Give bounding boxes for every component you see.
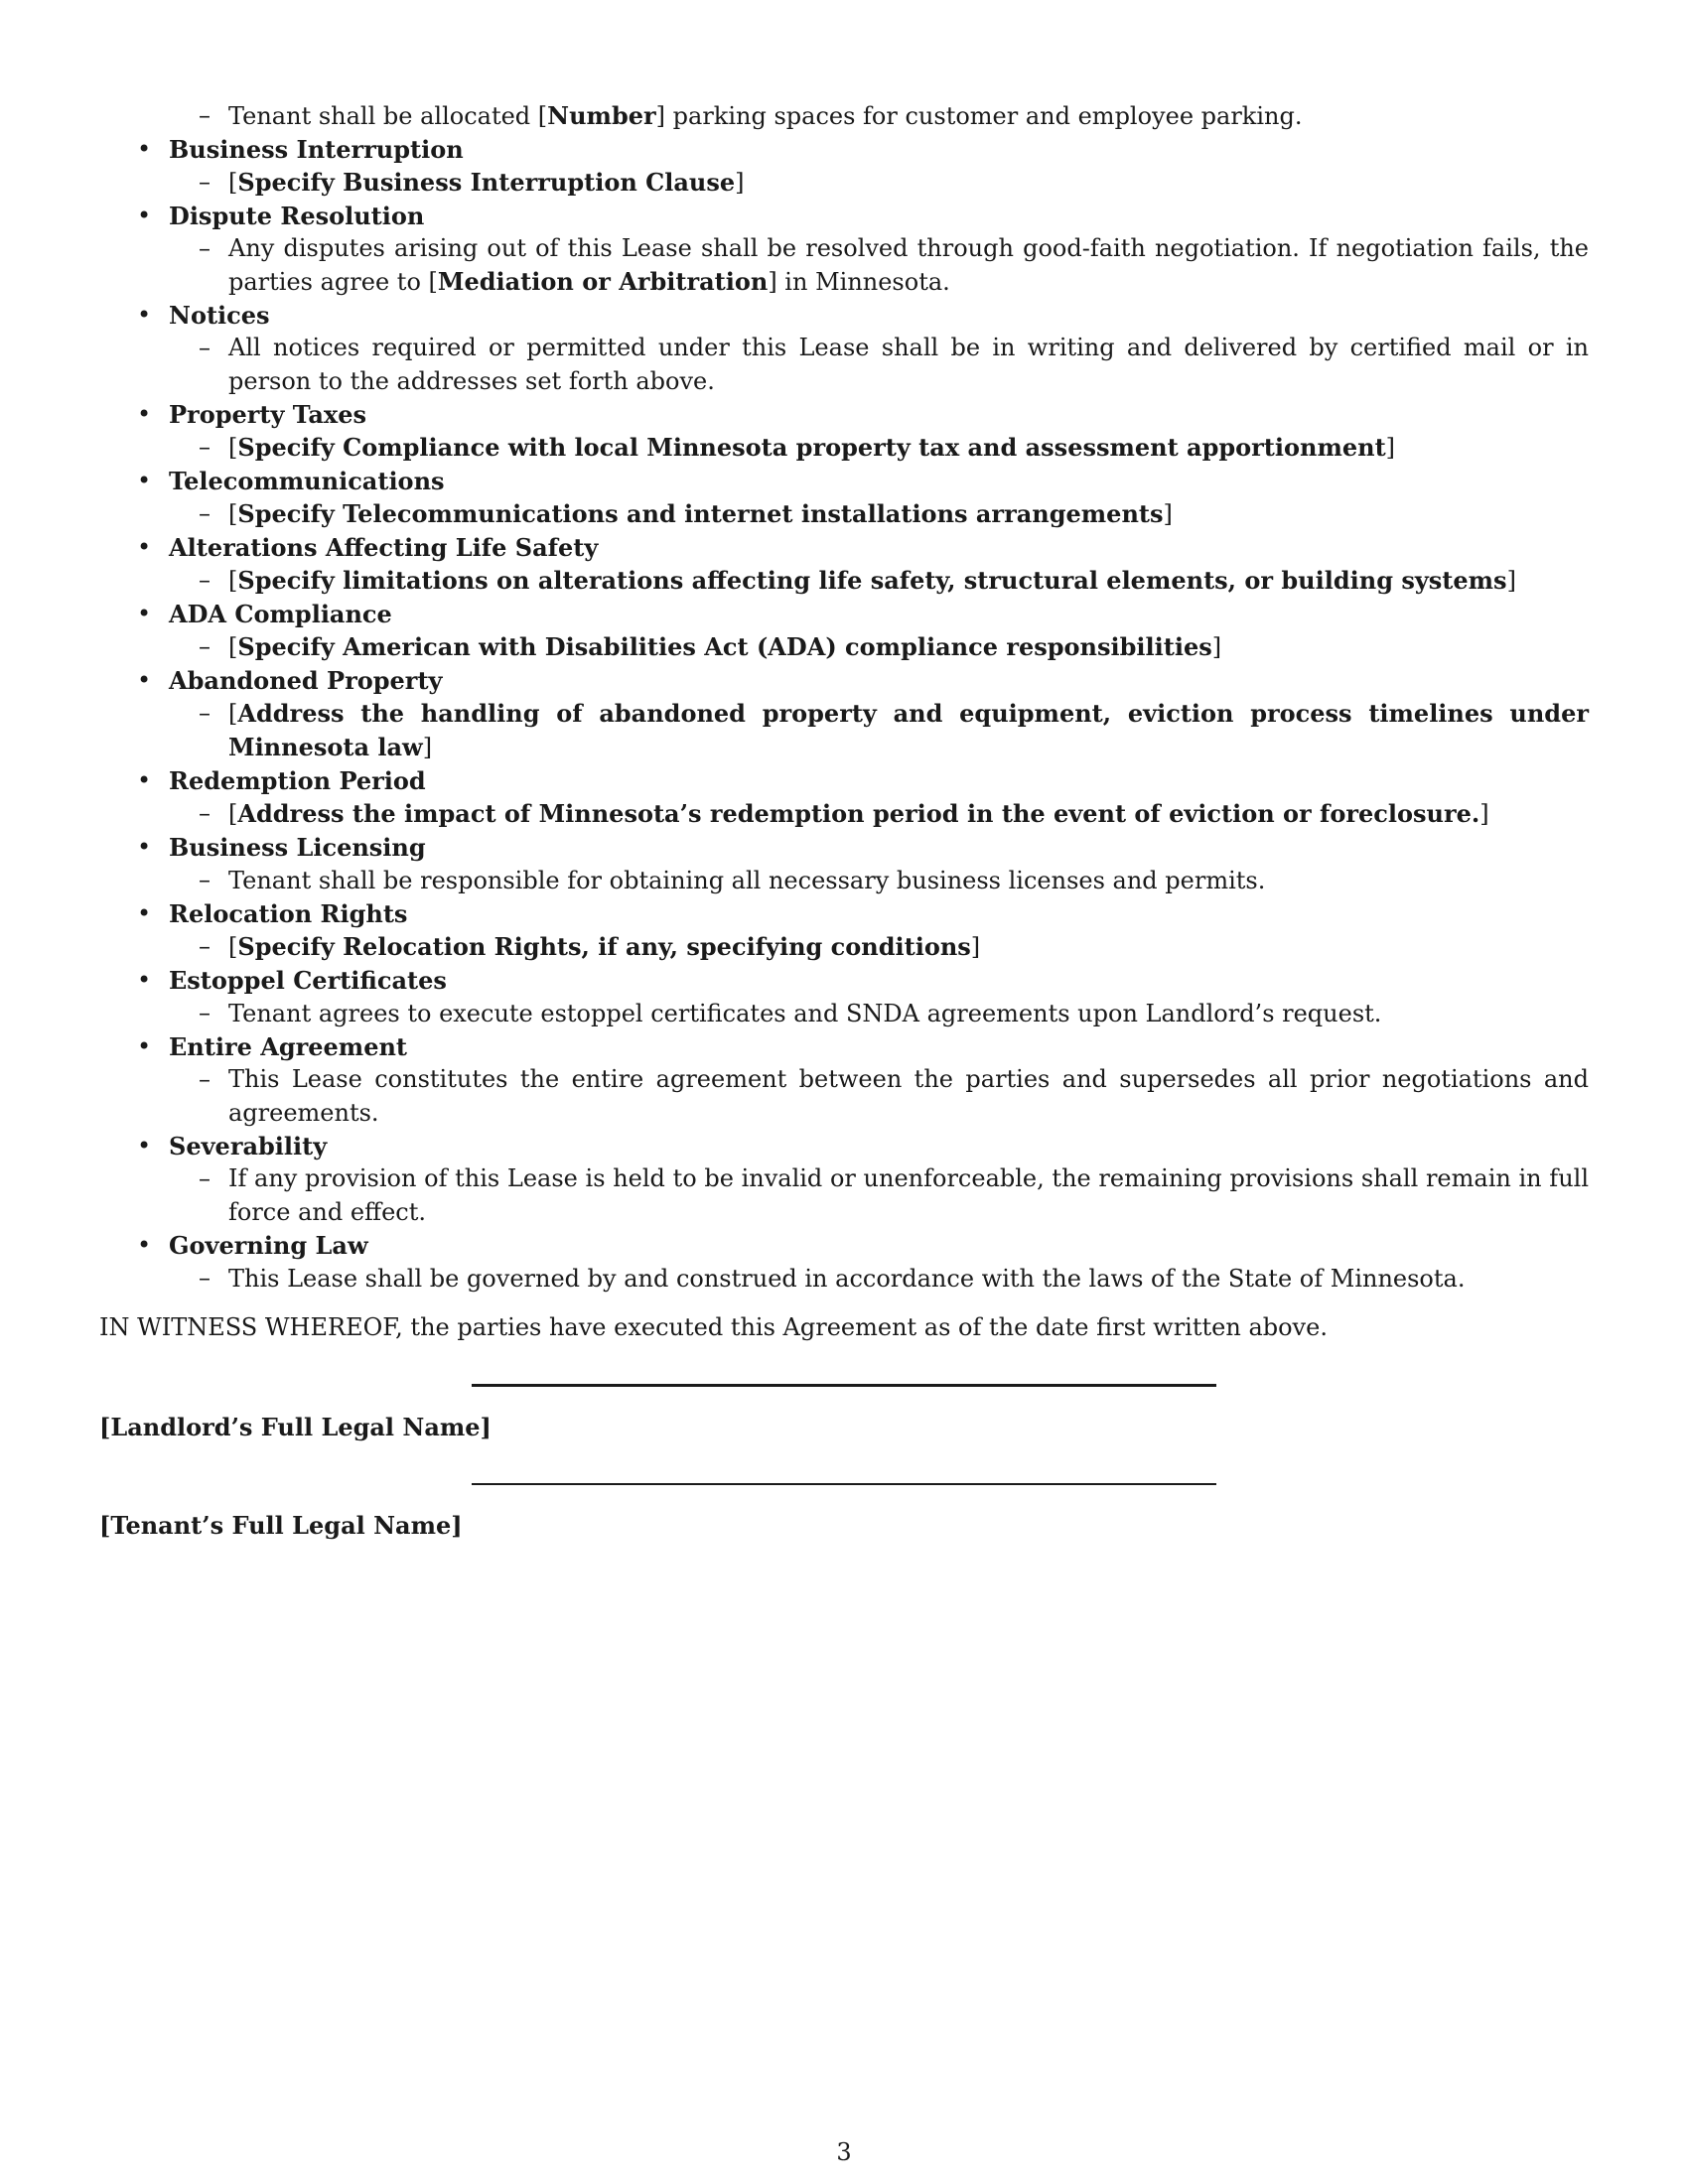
- bullet-marker: •: [137, 666, 152, 694]
- section-body-bold: Address the impact of Minnesota’s redemption period in the event of eviction or foreclosure.: [237, 799, 1480, 828]
- section-title: Estoppel Certificates: [169, 966, 447, 995]
- section-body: [169, 1262, 1589, 1296]
- bullet-marker: •: [137, 135, 152, 163]
- section-body-bold: Specify Business Interruption Clause: [237, 168, 736, 197]
- section-body-pre: Tenant agrees to execute estoppel certificates and SNDA agreements upon Landlord’s request.: [228, 1000, 1382, 1027]
- section-body-bold: Specify limitations on alterations affecting life safety, structural elements, or building systems: [237, 566, 1507, 595]
- dash-marker: –: [199, 1164, 211, 1192]
- section-body: [169, 630, 1589, 664]
- section-body: [169, 1063, 1589, 1130]
- dash-marker: –: [199, 699, 211, 727]
- section-title: Telecommunications: [169, 467, 445, 495]
- page-number: 3: [836, 2138, 852, 2166]
- section-title: Abandoned Property: [169, 666, 443, 695]
- bullet-marker: •: [137, 1231, 152, 1259]
- bullet-marker: •: [137, 833, 152, 861]
- dash-marker: –: [199, 1264, 211, 1292]
- dash-marker: –: [199, 234, 211, 262]
- section-body-post: ]: [1479, 800, 1489, 828]
- section-body: [169, 997, 1589, 1030]
- lead-subitem: [169, 99, 1589, 133]
- lead-text-pre: Tenant shall be allocated [: [228, 102, 548, 130]
- section-body-bold: Specify Compliance with local Minnesota property tax and assessment apportionment: [237, 433, 1386, 462]
- section-title: ADA Compliance: [169, 600, 392, 628]
- section-item: [99, 1229, 1589, 1296]
- bracket-close: ]: [451, 1511, 463, 1540]
- section-item: [99, 764, 1589, 831]
- tenant-name-text: Tenant’s Full Legal Name: [110, 1511, 452, 1540]
- section-item: [99, 964, 1589, 1030]
- section-body-post: ]: [1506, 567, 1516, 595]
- section-body-pre: [: [228, 700, 238, 728]
- section-body-pre: [: [228, 169, 238, 197]
- lead-text-post: ] parking spaces for customer and employee parking.: [655, 102, 1303, 130]
- section-title: Notices: [169, 301, 270, 330]
- section-body-pre: Any disputes arising out of this Lease shall be resolved through good-faith negotiation. If negotiation fails, the parties agree to [: [228, 234, 1589, 296]
- section-item: [99, 531, 1589, 598]
- section-item: [99, 200, 1589, 299]
- section-body-post: ]: [1385, 434, 1396, 462]
- section-body: [169, 864, 1589, 897]
- section-body: [169, 797, 1589, 831]
- section-item: [99, 1130, 1589, 1229]
- section-body-post: ]: [1211, 633, 1222, 661]
- bullet-marker: •: [137, 966, 152, 994]
- section-body-pre: [: [228, 434, 238, 462]
- section-body: [169, 332, 1589, 398]
- bullet-marker: •: [137, 766, 152, 794]
- section-body-post: ]: [735, 169, 745, 197]
- section-title: Business Interruption: [169, 135, 464, 164]
- section-body-post: ] in Minnesota.: [768, 268, 950, 296]
- section-title: Dispute Resolution: [169, 202, 425, 230]
- dash-marker: –: [199, 999, 211, 1026]
- dash-marker: –: [199, 632, 211, 660]
- section-title: Redemption Period: [169, 766, 426, 795]
- section-item: [99, 897, 1589, 964]
- section-body-post: ]: [422, 734, 433, 761]
- bullet-marker: •: [137, 301, 152, 329]
- dash-marker: –: [199, 334, 211, 361]
- witness-clause: IN WITNESS WHEREOF, the parties have executed this Agreement as of the date first written above.: [99, 1313, 1328, 1341]
- section-item: [99, 465, 1589, 531]
- dash-marker: –: [199, 1065, 211, 1093]
- dash-marker: –: [199, 799, 211, 827]
- section-body: [169, 497, 1589, 531]
- section-body: [169, 431, 1589, 465]
- dash-marker: –: [199, 168, 211, 196]
- section-title: Relocation Rights: [169, 899, 408, 928]
- bullet-marker: •: [137, 467, 152, 494]
- section-body-pre: [: [228, 933, 238, 961]
- section-body: [169, 232, 1589, 299]
- section-item: [99, 133, 1589, 200]
- dash-marker: –: [199, 566, 211, 594]
- bracket-close: ]: [480, 1413, 492, 1441]
- section-title: Business Licensing: [169, 833, 426, 862]
- section-body-post: ]: [1163, 500, 1173, 528]
- section-body: [169, 697, 1589, 764]
- section-list: [99, 133, 1589, 1296]
- section-item: [99, 598, 1589, 664]
- section-body-pre: [: [228, 500, 238, 528]
- dash-marker: –: [199, 499, 211, 527]
- section-body-pre: [: [228, 567, 238, 595]
- section-body-bold: Specify Telecommunications and internet installations arrangements: [237, 499, 1164, 528]
- section-body: [169, 166, 1589, 200]
- landlord-name-text: Landlord’s Full Legal Name: [110, 1413, 481, 1441]
- section-title: Governing Law: [169, 1231, 368, 1260]
- bracket-open: [: [99, 1413, 111, 1441]
- section-item: [99, 299, 1589, 398]
- bullet-marker: •: [137, 400, 152, 428]
- tenant-name: [99, 1509, 1589, 1542]
- landlord-name: [99, 1411, 1589, 1443]
- dash-marker: –: [199, 866, 211, 893]
- section-body: [169, 930, 1589, 964]
- section-body: [169, 1162, 1589, 1229]
- bullet-marker: •: [137, 533, 152, 561]
- section-body-bold: Mediation or Arbitration: [437, 267, 769, 296]
- section-title: Alterations Affecting Life Safety: [169, 533, 599, 562]
- section-body-pre: This Lease constitutes the entire agreement between the parties and supersedes all prior negotiations and agreements.: [228, 1065, 1589, 1127]
- section-body-post: ]: [970, 933, 981, 961]
- section-body-pre: This Lease shall be governed by and construed in accordance with the laws of the State of Minnesota.: [228, 1265, 1466, 1293]
- document-page: [99, 99, 1589, 1542]
- section-item: [99, 398, 1589, 465]
- section-title: Property Taxes: [169, 400, 366, 429]
- section-item: [99, 664, 1589, 764]
- dash-marker: –: [199, 433, 211, 461]
- section-title: Entire Agreement: [169, 1032, 407, 1061]
- section-body-bold: Address the handling of abandoned property and equipment, eviction process timelines under Minnesota law: [228, 699, 1589, 761]
- section-body: [169, 564, 1589, 598]
- section-body-bold: Specify American with Disabilities Act (ADA) compliance responsibilities: [237, 632, 1212, 661]
- section-body-pre: All notices required or permitted under this Lease shall be in writing and delivered by certified mail or in person to the addresses set forth above.: [228, 334, 1589, 395]
- dash-marker: –: [199, 932, 211, 960]
- section-body-pre: Tenant shall be responsible for obtaining all necessary business licenses and permits.: [228, 867, 1266, 894]
- section-item: [99, 1030, 1589, 1130]
- section-body-pre: [: [228, 800, 238, 828]
- section-item: [99, 831, 1589, 897]
- section-title: Severability: [169, 1132, 328, 1160]
- bracket-open: [: [99, 1511, 111, 1540]
- section-body-bold: Specify Relocation Rights, if any, specifying conditions: [237, 932, 971, 961]
- bullet-marker: •: [137, 600, 152, 627]
- dash-marker: –: [199, 101, 211, 129]
- bullet-marker: •: [137, 899, 152, 927]
- bullet-marker: •: [137, 1032, 152, 1060]
- section-body-pre: If any provision of this Lease is held to be invalid or unenforceable, the remaining provisions shall remain in full force and effect.: [228, 1164, 1589, 1226]
- section-body-pre: [: [228, 633, 238, 661]
- lead-text-bold: Number: [547, 101, 656, 130]
- bullet-marker: •: [137, 1132, 152, 1160]
- bullet-marker: •: [137, 202, 152, 229]
